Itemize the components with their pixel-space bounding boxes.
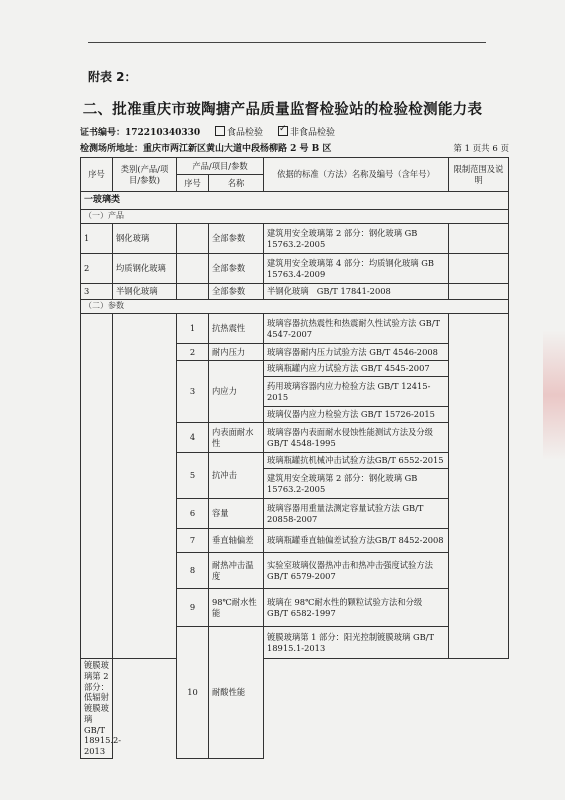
section-title: 一玻璃类	[81, 192, 509, 210]
table-row: 2 耐内压力 玻璃容器耐内压力试验方法 GB/T 4546-2008	[81, 344, 509, 361]
address-label: 检测场所地址：	[80, 144, 144, 154]
table-row: 9 98℃耐水性能 玻璃在 98℃耐水性的颗粒试验方法和分级 GB/T 6582-1997	[81, 589, 509, 627]
certificate-line	[80, 125, 335, 138]
subsection-products: （一）产品	[81, 210, 509, 224]
subsection-params: （二）参数	[81, 300, 509, 314]
table-row: 10 耐酸性能 镀膜玻璃第 1 部分：阳光控制镀膜玻璃 GB/T 18915.1-2013	[81, 627, 509, 659]
page-title: 二、批准重庆市玻陶搪产品质量监督检验站的检验检测能力表	[82, 102, 483, 118]
nonfood-inspection-checkbox	[278, 126, 288, 136]
table-row: 7 垂直轴偏差 玻璃瓶罐垂直轴偏差试验方法GB/T 8452-2008	[81, 529, 509, 553]
seal-stamp	[543, 330, 565, 460]
header-limit: 限制范围及说明	[449, 158, 509, 192]
table-row: 药用玻璃容器内应力检验方法 GB/T 12415-2015	[81, 377, 509, 407]
table-row: 镀膜玻璃第 2 部分：低辐射镀膜玻璃 GB/T 18915.2-2013	[81, 659, 509, 759]
page-info: 第 1 页共 6 页	[453, 144, 509, 154]
top-rule	[88, 42, 486, 43]
food-inspection-label: 食品检验	[227, 128, 264, 138]
header-sub-seq: 序号	[177, 175, 209, 192]
header-standard: 依据的标准（方法）名称及编号（含年号）	[264, 158, 449, 192]
table-row: 2 均质钢化玻璃 全部参数 建筑用安全玻璃第 4 部分：均质钢化玻璃 GB 15763.4-2009	[81, 254, 509, 284]
header-category: 类别(产品/项目/参数)	[113, 158, 177, 192]
table-row: 5 抗冲击 玻璃瓶罐抗机械冲击试验方法GB/T 6552-2015	[81, 453, 509, 469]
table-row: 6 容量 玻璃容器用重量法测定容量试验方法 GB/T 20858-2007	[81, 499, 509, 529]
address-value: 重庆市两江新区黄山大道中段杨柳路 2 号 B 区	[143, 144, 332, 154]
food-inspection-checkbox	[215, 126, 225, 136]
table-row: 玻璃仪器内应力检验方法 GB/T 15726-2015	[81, 407, 509, 423]
table-row: 3 半钢化玻璃 全部参数 半钢化玻璃 GB/T 17841-2008	[81, 284, 509, 300]
table-row: 4 内表面耐水性 玻璃容器内表面耐水侵蚀性能测试方法及分级 GB/T 4548-1995	[81, 423, 509, 453]
table-row: 8 耐热冲击温度 实验室玻璃仪器热冲击和热冲击强度试验方法 GB/T 6579-2007	[81, 553, 509, 589]
address-line	[80, 141, 331, 154]
header-product-group: 产品/项目/参数	[177, 158, 264, 175]
attachment-label: 附表 2：	[88, 70, 137, 84]
nonfood-inspection-label: 非食品检验	[289, 128, 335, 138]
header-name: 名称	[209, 175, 264, 192]
table-row: 1 钢化玻璃 全部参数 建筑用安全玻璃第 2 部分：钢化玻璃 GB 15763.2-2005	[81, 224, 509, 254]
certificate-label: 证书编号：	[80, 128, 126, 138]
table-row: 建筑用安全玻璃第 2 部分：钢化玻璃 GB 15763.2-2005	[81, 469, 509, 499]
table-row: 3 内应力 玻璃瓶罐内应力试验方法 GB/T 4545-2007	[81, 361, 509, 377]
header-seq: 序号	[81, 158, 113, 192]
certificate-number: 172210340330	[125, 128, 201, 138]
capability-table	[80, 157, 509, 759]
table-row: 1 抗热震性 玻璃容器抗热震性和热震耐久性试验方法 GB/T 4547-2007	[81, 314, 509, 344]
